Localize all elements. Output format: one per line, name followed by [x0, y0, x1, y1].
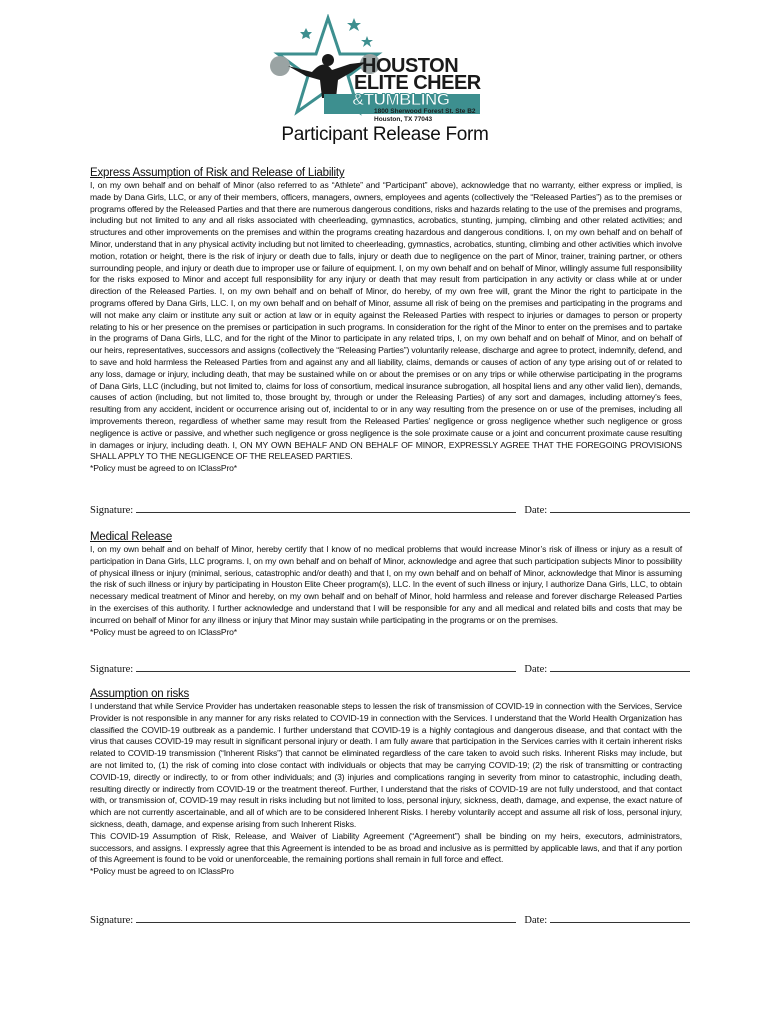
risks-signature-field[interactable]: [136, 914, 516, 923]
liability-signature-field[interactable]: [136, 504, 516, 513]
logo-small-star-2: [300, 28, 312, 39]
section-risks: [90, 688, 682, 878]
logo-small-star-1: [347, 18, 361, 31]
section-medical: [90, 531, 682, 638]
logo-address-line-1: 1800 Sherwood Forest St. Ste B2: [374, 108, 476, 115]
risks-signature-row: [90, 914, 690, 926]
liability-signature-label: Signature:: [90, 505, 134, 516]
section-medical-note: *Policy must be agreed to on IClassPro*: [90, 626, 238, 637]
logo-line-tumbling: &TUMBLING: [352, 90, 450, 109]
medical-date-field[interactable]: [550, 663, 690, 672]
logo-line-elite-cheer: ELITE CHEER: [354, 72, 481, 94]
risks-date-field[interactable]: [550, 914, 690, 923]
logo-small-star-3: [361, 36, 373, 47]
liability-date-field[interactable]: [550, 504, 690, 513]
section-medical-body: I, on my own behalf and on behalf of Minor, hereby certify that I know of no medical problems that would increase Minor’s risk of illness or injury as a result of participation in Dana Girls, LLC programs. I, on my own behalf and on behalf of Minor, acknowledge and agree that such participation subjects Minor to possibility of physical illness or injury (minimal, serious, catastrophic and/or death) and that I, on my own behalf and on behalf of Minor, acknowledge that Minor is assuming the risk of such illness or injury by participating in Houston Elite Cheer program(s), LLC. In the event of such illness or injury, I authorize Dana Girls, LLC, to obtain necessary medical treatment of Minor and hereby, on my own behalf and on behalf of Minor, hold harmless and release and forever discharge Released Parties in the exercises of this authority. I further acknowledge and understand that I will be responsible for any and all medical and related bills and costs that may be incurred on behalf of Minor for any illness or injury that Minor may sustain while participating in the programs or on the premises.: [90, 544, 682, 625]
risks-signature-label: Signature:: [90, 915, 134, 926]
logo-wordmark: [328, 55, 488, 124]
risks-date-label: Date:: [524, 915, 548, 926]
section-risks-body-2: This COVID-19 Assumption of Risk, Release, and Waiver of Liability Agreement (“Agreement”) shall be binding on my heirs, executors, administrators, successors, and assigns. I expressly agree that this Agreement is intended to be as broad and inclusive as is permitted by applicable laws, and that if any portion of this Agreement is found to be void or unenforceable, the remaining portions shall remain in full force and effect.: [90, 830, 682, 865]
liability-signature-row: [90, 504, 690, 516]
section-risks-note: *Policy must be agreed to on IClassPro: [90, 866, 234, 877]
section-risks-heading: Assumption on risks: [90, 688, 190, 700]
liability-date-label: Date:: [524, 505, 548, 516]
medical-signature-row: [90, 663, 690, 675]
medical-signature-field[interactable]: [136, 663, 516, 672]
medical-date-label: Date:: [524, 664, 548, 675]
section-risks-body: I understand that while Service Provider has undertaken reasonable steps to lessen the risk of transmission of COVID-19 in connection with the Services, Service Provider is not responsible in any manner for any risks related to COVID-19 in connection with the Services. I understand that the World Health Organization has classified the COVID-19 outbreak as a pandemic. I further understand that COVID-19 is a highly contagious and dangerous disease, and that contact with the virus that causes COVID-19 may result in significant personal injury or death. I am fully aware that participation in the Services carries with it certain inherent risks related to COVID-19 transmission (“Inherent Risks”) that cannot be eliminated regardless of the care taken to avoid such risks. Inherent Risks may include, but are not limited to, (1) the risk of coming into close contact with individuals or objects that may be carrying COVID-19; (2) the risk of transmitting or contracting COVID-19, directly or indirectly, to or from other individuals; and (3) injuries and complications ranging in severity from minor to catastrophic, including death, resulting directly or indirectly from COVID-19 or the treatment thereof. Further, I understand that the risks of COVID-19 are not fully understood, and that contact with, or transmission of, COVID-19 may result in risks including but not limited to loss, personal injury, sickness, death, damage, and expense, the exact nature of which are not currently ascertainable, and all of which are to be considered Inherent Risks. I hereby voluntarily accept and assume all risk of loss, personal injury, sickness, death, damage, and expense arising from such Inherent Risks.: [90, 701, 682, 829]
logo-line-houston: HOUSTON: [362, 55, 459, 77]
logo-pompom-left: [270, 56, 290, 76]
section-medical-heading: Medical Release: [90, 531, 173, 543]
form-title: Participant Release Form: [281, 124, 489, 145]
section-liability: [90, 167, 682, 475]
section-liability-note: *Policy must be agreed to on IClassPro*: [90, 463, 238, 474]
logo-address-line-2: Houston, TX 77043: [374, 116, 433, 123]
medical-signature-label: Signature:: [90, 664, 134, 675]
section-liability-body: I, on my own behalf and on behalf of Minor (also referred to as “Athlete” and “Participant” above), acknowledge that no warranty, either express or implied, is made by Dana Girls, LLC, or any of their members, officers, managers, owners, employees and agents (collectively the “Released Parties”) as to the premises or programs offered by the Released Parties and that there are numerous dangerous conditions, risks and hazards relating to the use of the premises and programs, including but not limited to any and all risks associated with cheerleading, gymnastics, acrobatics, stunting, jumping, climbing and other related activities; and structures and other improvements on the premises and within the programs creating hazardous and dangerous conditions. I, on my own behalf and on behalf of Minor, understand that in any physical activity including but not limited to cheerleading, gymnastics, acrobatics, stunting, climbing and other activities which involve motion, rotation or height, there is the risk of injury or death due to falls, injury or death due to negligence on the part of Minor, trainer, training partner, or others surrounding people, and injury or death due to improper use or failure of equipment. I, on my own behalf and on behalf of Minor, willingly assume full responsibility for the risks exposed to Minor and accept full responsibility for any injury or death that may result from participation in any activity or class while at or under direction of the Released Parties. I, on my own behalf and on behalf of Minor, do hereby, of my own free will, grant the Minor the right to participate in the programs offered by Dana Girls, LLC. I, on my own behalf and on behalf of Minor, assume all risk of being on the premises and participating in the programs and will not make any claim or institute any suit or action at law or in equity against the Released Parties with respect to injuries or damages to person or property relating to his or her presence on the premises or participation in such programs. In consideration for the right of the Minor to enter on the premises and to partake in the programs of Dana Girls, LLC, and for the right of the Minor to participate in any related trips, I, on my own behalf and on behalf of Minor, and on behalf of our heirs, representatives, successors and assigns (collectively the “Releasing Parties”) voluntarily release, discharge and agree to protect, indemnify, defend, and to save and hold harmless the Released Parties from and against any and all liability, claims, demands or causes of action of any type arising out of or related to any loss, damage or injury, including death, that may be sustained while on or about the premises or on any trips or while otherwise participating in the programs of Dana Girls, LLC (including, but not limited to, claims for loss of consortium, medical insurance subrogation, all hospital liens and any other valid lien), demands, causes of action (including, but not limited to, those brought by, through or under the Releasing Parties) of any sort and damages, including attorney’s fees, resulting from any accident, incident or occurrence arising out of, incidental to or in any way resulting from the presence on or use of the premises, including all improvements thereon, regardless of whether same may result from the Released Parties’ negligence or gross negligence whether such negligence or gross negligence is active or passive, and whether such negligence or gross negligence is the sole proximate cause or a joint and concurrent proximate cause resulting in damages or injury, including death. I, ON MY OWN BEHALF AND ON BEHALF OF MINOR, EXPRESSLY AGREE THAT THE FOREGOING PROVISIONS SHALL APPLY TO THE NEGLIGENCE OF THE RELEASED PARTIES.: [90, 180, 682, 462]
section-liability-heading: Express Assumption of Risk and Release of Liability: [90, 167, 345, 179]
